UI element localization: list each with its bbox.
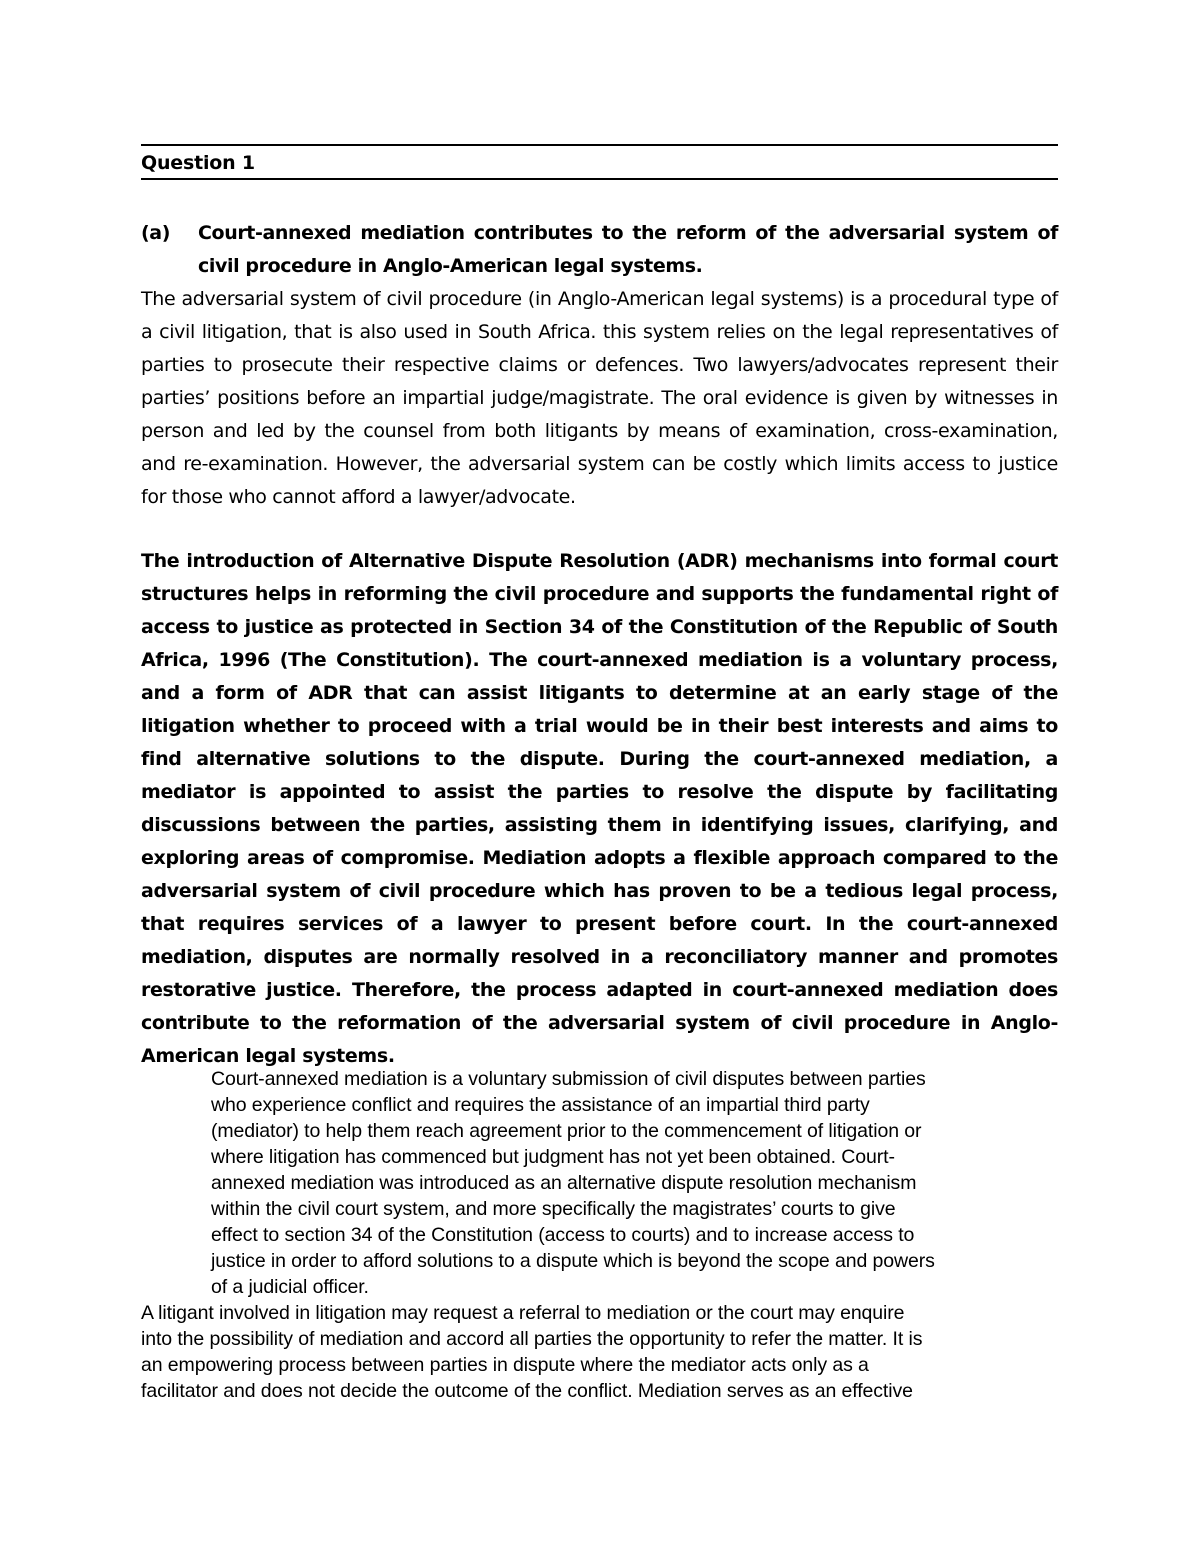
quote-line: Court-annexed mediation is a voluntary submission of civil disputes between parties <box>211 1068 926 1090</box>
quoted-definition <box>211 1066 1051 1300</box>
text-line: into the possibility of mediation and accord all parties the opportunity to refer the matter. It is <box>141 1328 923 1350</box>
quote-line: justice in order to afford solutions to a dispute which is beyond the scope and powers <box>211 1250 935 1272</box>
subquestion-text: Court-annexed mediation contributes to the reform of the adversarial system of civil procedure in Anglo-American legal systems. <box>198 222 1058 277</box>
top-rule <box>141 144 1058 146</box>
quote-line: who experience conflict and requires the assistance of an impartial third party <box>211 1094 870 1116</box>
quote-line: where litigation has commenced but judgment has not yet been obtained. Court- <box>211 1146 895 1168</box>
quote-line: within the civil court system, and more specifically the magistrates’ courts to give <box>211 1198 896 1220</box>
quote-line: (mediator) to help them reach agreement prior to the commencement of litigation or <box>211 1120 922 1142</box>
quote-line: effect to section 34 of the Constitution (access to courts) and to increase access to <box>211 1224 915 1246</box>
subquestion-label: (a) <box>141 222 170 244</box>
paragraph-adversarial-system: The adversarial system of civil procedure (in Anglo-American legal systems) is a procedural type of a civil litigation, that is also used in South Africa. this system relies on the legal representatives of parties to prosecute their respective claims or defences. Two lawyers/advocates represent their parties’ positions before an impartial judge/magistrate. The oral evidence is given by witnesses in person and led by the counsel from both litigants by means of examination, cross-examination, and re-examination. However, the adversarial system can be costly which limits access to justice for those who cannot afford a lawyer/advocate. <box>141 288 1058 508</box>
paragraph-adr-introduction: The introduction of Alternative Dispute Resolution (ADR) mechanisms into formal court structures helps in reforming the civil procedure and supports the fundamental right of access to justice as protected in Section 34 of the Constitution of the Republic of South Africa, 1996 (The Constitution). The court-annexed mediation is a voluntary process, and a form of ADR that can assist litigants to determine at an early stage of the litigation whether to proceed with a trial would be in their best interests and aims to find alternative solutions to the dispute. During the court-annexed mediation, a mediator is appointed to assist the parties to resolve the dispute by facilitating discussions between the parties, assisting them in identifying issues, clarifying, and exploring areas of compromise. Mediation adopts a flexible approach compared to the adversarial system of civil procedure which has proven to be a tedious legal process, that requires services of a lawyer to present before court. In the court-annexed mediation, disputes are normally resolved in a reconciliatory manner and promotes restorative justice. Therefore, the process adapted in court-annexed mediation does contribute to the reformation of the adversarial system of civil procedure in Anglo-American legal systems. <box>141 550 1058 1067</box>
quote-line: annexed mediation was introduced as an alternative dispute resolution mechanism <box>211 1172 917 1194</box>
text-line: facilitator and does not decide the outcome of the conflict. Mediation serves as an effective <box>141 1380 913 1402</box>
question-title: Question 1 <box>141 152 255 174</box>
bottom-rule <box>141 178 1058 180</box>
paragraph-referral-to-mediation <box>141 1300 1061 1404</box>
text-line: an empowering process between parties in dispute where the mediator acts only as a <box>141 1354 869 1376</box>
quote-line: of a judicial officer. <box>211 1276 369 1298</box>
subquestion <box>141 217 1058 283</box>
text-line: A litigant involved in litigation may request a referral to mediation or the court may enquire <box>141 1302 905 1324</box>
